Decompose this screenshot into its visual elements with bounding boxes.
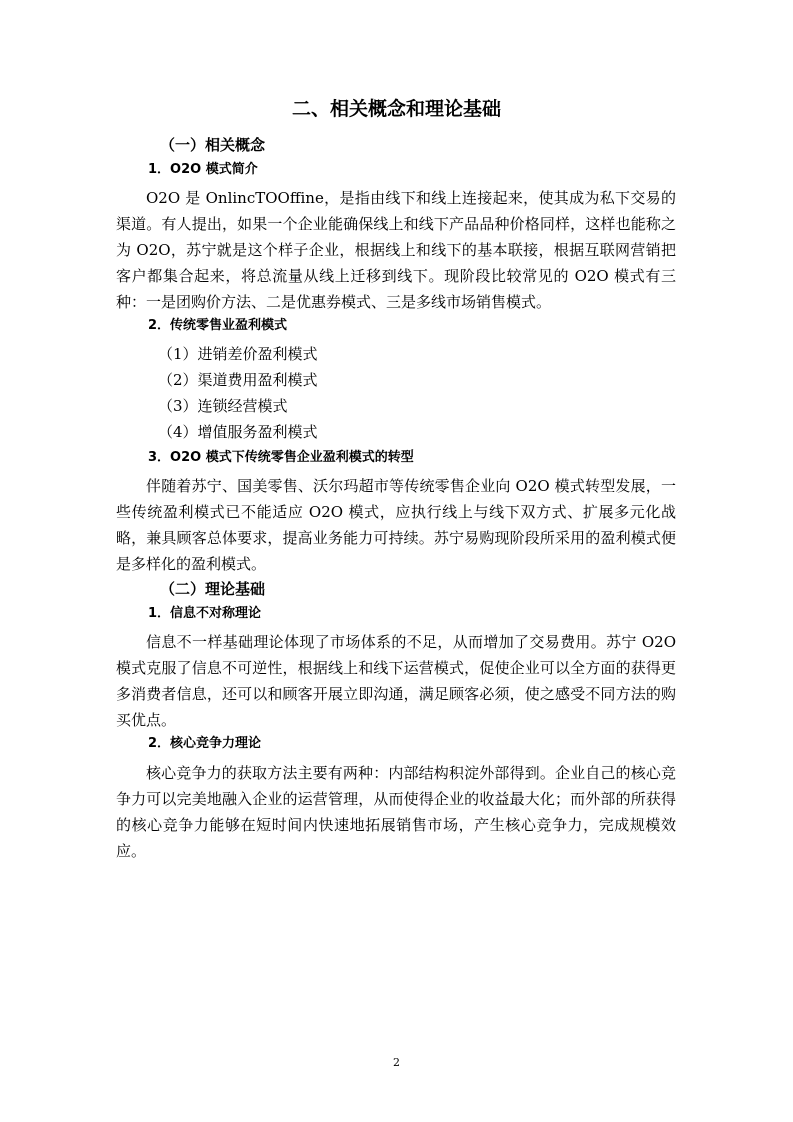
- chapter-title: 二、相关概念和理论基础: [291, 98, 501, 120]
- page-number: 2: [393, 1056, 400, 1069]
- subsection-heading-information-asymmetry: 1．信息不对称理论: [148, 606, 262, 621]
- paragraph-core-competence: 核心竞争力的获取方法主要有两种：内部结构积淀外部得到。企业自己的核心竞争力可以完美地融入企业的运营管理，从而使得企业的收益最大化；而外部的所获得的核心竞争力能够在短时间内快速地拓展销售市场，产生核心竞争力，完成规模效应。: [116, 764, 676, 860]
- paragraph-transformation: 伴随着苏宁、国美零售、沃尔玛超市等传统零售企业向 O2O 模式转型发展，一些传统盈利模式已不能适应 O2O 模式，应执行线上与线下双方式、扩展多元化战略，兼具顾客总体要求，提高业务能力可持续。苏宁易购现阶段所采用的盈利模式便是多样化的盈利模式。: [116, 477, 676, 573]
- subsection-heading-traditional-retail: 2．传统零售业盈利模式: [148, 318, 288, 333]
- paragraph-information-asymmetry: 信息不一样基础理论体现了市场体系的不足，从而增加了交易费用。苏宁 O2O 模式克服了信息不可逆性，根据线上和线下运营模式，促使企业可以全方面的获得更多消费者信息，还可以和顾客开展立即沟通，满足顾客必须，使之感受不同方法的购买优点。: [116, 633, 676, 729]
- list-item: （3）连锁经营模式: [158, 397, 288, 415]
- section-heading-related-concepts: （一）相关概念: [160, 136, 266, 154]
- subsection-heading-o2o-intro: 1．O2O 模式简介: [148, 162, 258, 177]
- subsection-heading-core-competence: 2．核心竞争力理论: [148, 736, 262, 751]
- list-item: （4）增值服务盈利模式: [158, 423, 318, 441]
- section-heading-theory: （二）理论基础: [160, 580, 266, 598]
- paragraph-o2o-intro: O2O 是 OnlincTOOffine，是指由线下和线上连接起来，使其成为私下交易的渠道。有人提出，如果一个企业能确保线上和线下产品品种价格同样，这样也能称之为 O2O，苏宁就是这个样子企业，根据线上和线下的基本联接，根据互联网营销把客户都集合起来，将总流量从线上迁移到线下。现阶段比较常见的 O2O 模式有三种：一是团购价方法、二是优惠券模式、三是多线市场销售模式。: [116, 189, 676, 311]
- list-item: （2）渠道费用盈利模式: [158, 371, 318, 389]
- list-item: （1）进销差价盈利模式: [158, 345, 318, 363]
- subsection-heading-transformation: 3．O2O 模式下传统零售企业盈利模式的转型: [148, 450, 414, 465]
